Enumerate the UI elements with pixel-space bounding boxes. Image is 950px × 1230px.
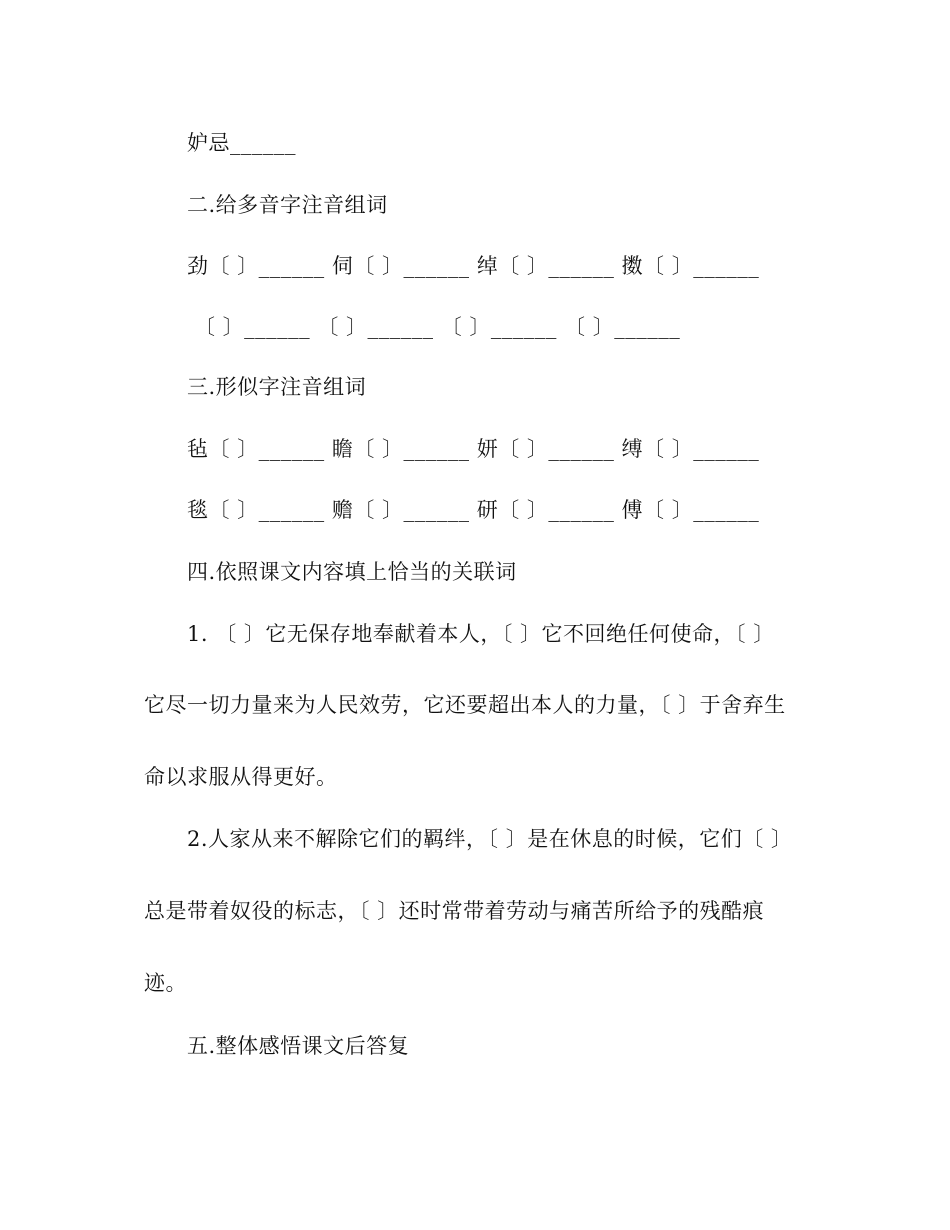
question-1-line-2: 它尽一切力量来为人民效劳，它还要超出本人的力量，〔 〕于舍弃生	[144, 693, 786, 717]
similar-chars-row-2: 毯〔 〕______ 赡〔 〕______ 研〔 〕______ 傅〔 〕______	[187, 498, 760, 522]
question-2-line-2: 总是带着奴役的标志，〔 〕还时常带着劳动与痛苦所给予的残酷痕	[144, 899, 765, 923]
polyphonic-row-1: 劲〔 〕______ 伺〔 〕______ 绰〔 〕______ 擞〔 〕______	[187, 254, 760, 278]
question-1-line-1: 1. 〔 〕它无保存地奉献着本人，〔 〕它不回绝任何使命，〔 〕	[187, 622, 775, 646]
similar-chars-row-1: 毡〔 〕______ 瞻〔 〕______ 妍〔 〕______ 缚〔 〕______	[187, 437, 760, 461]
polyphonic-row-2: 〔 〕______ 〔 〕______ 〔 〕______ 〔 〕______	[194, 315, 681, 339]
question-2-line-1: 2.人家从来不解除它们的羁绊，〔 〕是在休息的时候，它们〔 〕	[187, 827, 793, 851]
question-1-line-3: 命以求服从得更好。	[144, 765, 338, 789]
section-heading-conjunctions: 四.依照课文内容填上恰当的关联词	[187, 560, 517, 584]
fill-blank-jealousy: 妒忌______	[187, 131, 296, 155]
section-heading-comprehension: 五.整体感悟课文后答复	[187, 1034, 410, 1058]
question-2-line-3: 迹。	[144, 971, 187, 995]
section-heading-polyphonic: 二.给多音字注音组词	[187, 193, 388, 217]
section-heading-similar-chars: 三.形似字注音组词	[187, 375, 367, 399]
